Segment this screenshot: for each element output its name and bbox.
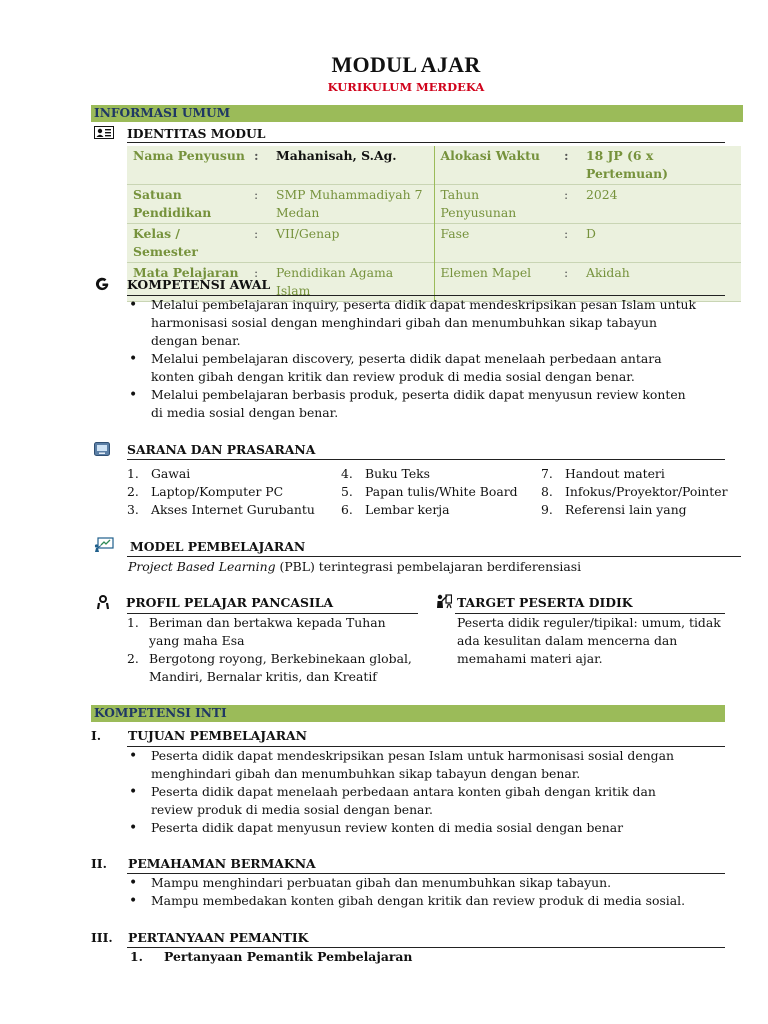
- label-elemen-mapel: Elemen Mapel: [440, 265, 532, 280]
- model-heading: MODEL PEMBELAJARAN: [130, 539, 306, 554]
- identitas-rule: [127, 142, 725, 143]
- item-number: 6.: [341, 502, 353, 517]
- colon: :: [254, 226, 259, 241]
- informasi-umum-bar: [91, 105, 743, 122]
- item-text: Akses Internet Gurubantu: [151, 502, 315, 517]
- list-item: [341, 465, 518, 483]
- label-alokasi-waktu: Alokasi Waktu: [440, 148, 540, 163]
- item-number: 4.: [341, 466, 353, 481]
- colon: :: [564, 187, 569, 202]
- item-number: 1.: [127, 615, 139, 630]
- model-text: [128, 558, 581, 576]
- list-item: [541, 483, 728, 501]
- value-tahun-penyusunan: 2024: [586, 187, 618, 202]
- item-number: 9.: [541, 502, 553, 517]
- sarana-col-2: [341, 465, 518, 519]
- item-text: Buku Teks: [365, 466, 431, 481]
- tujuan-heading: TUJUAN PEMBELAJARAN: [128, 728, 307, 743]
- identitas-heading: IDENTITAS MODUL: [127, 126, 266, 141]
- kompetensi-awal-list: [127, 296, 697, 422]
- sarana-col-1: [127, 465, 315, 519]
- list-item: [541, 501, 728, 519]
- informasi-umum-label: INFORMASI UMUM: [94, 106, 231, 120]
- colon: :: [564, 148, 569, 163]
- item-text: Bergotong royong, Berkebinekaan global, Mandiri, Bernalar kritis, dan Kreatif: [149, 651, 412, 684]
- list-item: • Mampu menghindari perbuatan gibah dan menumbuhkan sikap tabayun.: [127, 874, 725, 892]
- list-item: • Peserta didik dapat mendeskripsikan pesan Islam untuk harmonisasi sosial dengan menghindari gibah dan menumbuhkan sikap tabayun dengan benar.: [127, 747, 697, 783]
- google-g-icon: [95, 277, 110, 295]
- person-icon: [96, 595, 110, 613]
- list-item: [541, 465, 728, 483]
- item-number: 2.: [127, 484, 139, 499]
- target-text: Peserta didik reguler/tipikal: umum, tidak ada kesulitan dalam mencerna dan memahami materi ajar.: [457, 615, 721, 666]
- item-number: 7.: [541, 466, 553, 481]
- presentation-board-icon: [94, 537, 114, 556]
- value-kelas-semester: VII/Genap: [270, 224, 434, 263]
- item-text: Laptop/Komputer PC: [151, 484, 284, 499]
- list-item: [127, 614, 418, 650]
- item-number: 2.: [127, 651, 139, 666]
- item-text: Infokus/Proyektor/Pointer: [565, 484, 728, 499]
- item-number: 1.: [127, 466, 139, 481]
- target-heading: TARGET PESERTA DIDIK: [457, 595, 633, 610]
- list-item: • Melalui pembelajaran berbasis produk, peserta didik dapat menyusun review konten di media sosial dengan benar.: [127, 386, 697, 422]
- label-kelas-semester: Kelas / Semester: [133, 226, 198, 259]
- model-text-rest: (PBL) terintegrasi pembelajaran berdiferensiasi: [275, 559, 582, 574]
- list-item: [127, 483, 315, 501]
- list-item: • Peserta didik dapat menyusun review konten di media sosial dengan benar: [127, 819, 697, 837]
- value-alokasi-waktu: 18 JP (6 x Pertemuan): [586, 148, 669, 181]
- table-row: [127, 224, 741, 263]
- item-text: Papan tulis/White Board: [365, 484, 518, 499]
- list-item: [127, 501, 315, 519]
- pertanyaan-heading: PERTANYAAN PEMANTIK: [128, 930, 309, 945]
- colon: :: [254, 187, 259, 202]
- pemahaman-list: [127, 874, 725, 910]
- item-text: Handout materi: [565, 466, 665, 481]
- sub-number: 1.: [130, 949, 143, 964]
- label-satuan-pendidikan: Satuan Pendidikan: [133, 187, 212, 220]
- item-text: Beriman dan bertakwa kepada Tuhan yang maha Esa: [149, 615, 386, 648]
- label-nama-penyusun: Nama Penyusun: [133, 148, 245, 163]
- item-text: Gawai: [151, 466, 191, 481]
- colon: :: [564, 226, 569, 241]
- colon: :: [254, 148, 259, 163]
- pertanyaan-sub-heading: Pertanyaan Pemantik Pembelajaran: [164, 949, 413, 964]
- item-text: Referensi lain yang: [565, 502, 687, 517]
- item-number: 3.: [127, 502, 139, 517]
- roman-numeral: III.: [91, 930, 113, 945]
- list-item: • Peserta didik dapat menelaah perbedaan antara konten gibah dengan kritik dan review produk di media sosial dengan benar.: [127, 783, 697, 819]
- model-text-italic: Project Based Learning: [128, 559, 276, 574]
- tujuan-list: [127, 747, 697, 837]
- pemahaman-heading: PEMAHAMAN BERMAKNA: [128, 856, 316, 871]
- sarana-rule: [127, 459, 725, 460]
- list-item: • Melalui pembelajaran discovery, peserta didik dapat menelaah perbedaan antara konten gibah dengan kritik dan review produk di media sosial dengan benar.: [127, 350, 697, 386]
- profil-heading: PROFIL PELAJAR PANCASILA: [126, 595, 334, 610]
- value-satuan-pendidikan: SMP Muhammadiyah 7 Medan: [270, 185, 434, 224]
- table-row: [127, 146, 741, 185]
- label-fase: Fase: [440, 226, 470, 241]
- colon: :: [564, 265, 569, 280]
- list-item: • Melalui pembelajaran inquiry, peserta didik dapat mendeskripsikan pesan Islam untuk harmonisasi sosial dengan menghindari gibah dan menumbuhkan sikap tabayun dengan benar.: [127, 296, 697, 350]
- roman-numeral: II.: [91, 856, 107, 871]
- document-title: MODUL AJAR: [331, 52, 481, 77]
- kompetensi-inti-bar: [91, 705, 725, 722]
- value-fase: D: [586, 226, 596, 241]
- id-card-icon: [94, 126, 114, 142]
- model-rule: [127, 556, 741, 557]
- list-item: • Mampu membedakan konten gibah dengan kritik dan review produk di media sosial.: [127, 892, 725, 910]
- label-mata-pelajaran: Mata Pelajaran: [133, 265, 239, 280]
- item-number: 8.: [541, 484, 553, 499]
- kompetensi-inti-label: KOMPETENSI INTI: [94, 706, 227, 720]
- list-item: [127, 465, 315, 483]
- value-elemen-mapel: Akidah: [586, 265, 630, 280]
- list-item: [341, 483, 518, 501]
- computer-icon: [94, 442, 110, 459]
- value-nama-penyusun: Mahanisah, S.Ag.: [270, 146, 434, 185]
- value-mata-pelajaran: Pendidikan Agama Islam: [270, 263, 434, 302]
- label-tahun-penyusunan: Tahun Penyusunan: [440, 187, 517, 220]
- item-text: Lembar kerja: [365, 502, 450, 517]
- colon: :: [254, 265, 259, 280]
- item-number: 5.: [341, 484, 353, 499]
- list-item: [127, 650, 418, 686]
- list-item: [341, 501, 518, 519]
- profil-list: [127, 614, 418, 686]
- pertanyaan-rule: [127, 947, 725, 948]
- sarana-heading: SARANA DAN PRASARANA: [127, 442, 316, 457]
- sarana-col-3: [541, 465, 728, 519]
- kompetensi-awal-heading: KOMPETENSI AWAL: [127, 277, 271, 292]
- document-subtitle: KURIKULUM MERDEKA: [327, 80, 485, 94]
- roman-numeral: I.: [91, 728, 102, 743]
- table-row: [127, 185, 741, 224]
- teacher-icon: [436, 594, 452, 612]
